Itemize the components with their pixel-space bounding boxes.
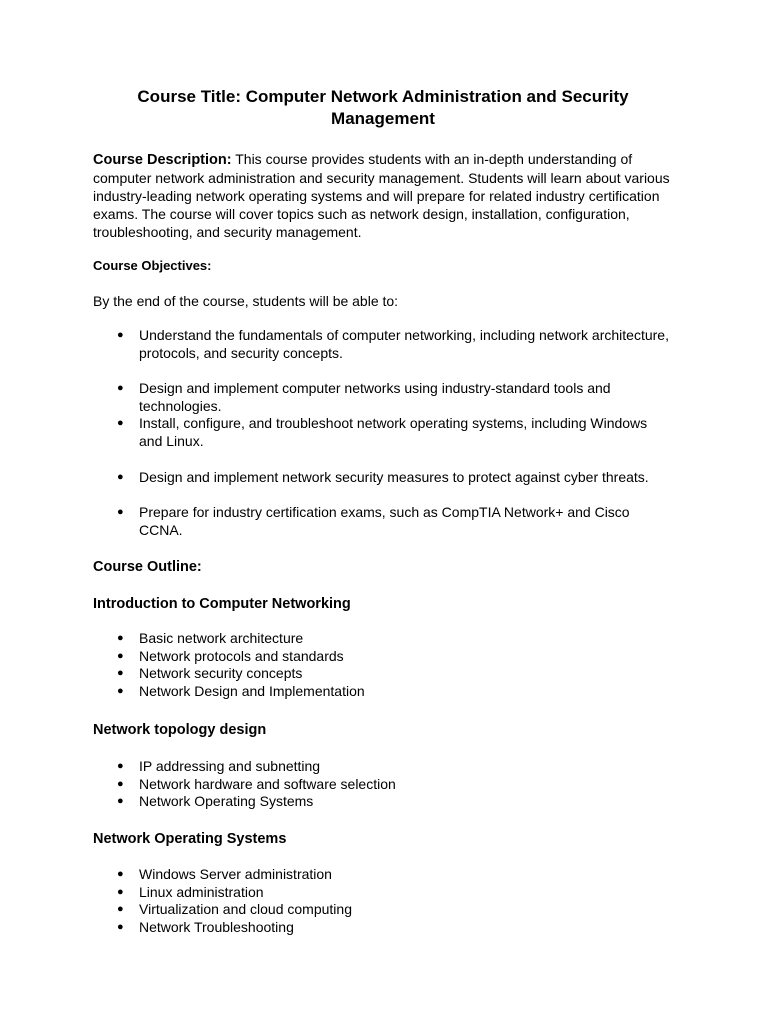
bullet-icon: ● (117, 329, 124, 341)
course-description-label: Course Description: (93, 152, 232, 168)
list-item (93, 415, 673, 450)
objective-text: Design and implement computer networks using industry-standard tools and technologies. (139, 380, 611, 414)
bullet-icon: ● (117, 777, 124, 790)
bullet-icon: ● (117, 471, 124, 483)
list-item (93, 648, 673, 666)
list-item (93, 380, 673, 415)
objective-text: Install, configure, and troubleshoot network operating systems, including Windows and Linux. (139, 415, 648, 450)
list-item (93, 919, 673, 937)
bullet-icon: ● (117, 417, 124, 430)
section-heading: Network topology design (93, 722, 267, 738)
bullet-icon: ● (117, 868, 124, 880)
item-text: Network Operating Systems (139, 793, 314, 810)
list-item (93, 793, 673, 811)
list-item (93, 758, 673, 776)
bullet-icon: ● (117, 685, 124, 698)
item-text: Network Troubleshooting (139, 919, 294, 936)
objective-text: Prepare for industry certification exams, such as CompTIA Network+ and Cisco CCNA. (139, 504, 630, 538)
course-description (93, 150, 673, 241)
list-item (93, 327, 673, 362)
list-item (93, 884, 673, 902)
list-item (93, 469, 673, 487)
list-item (93, 683, 673, 701)
objective-text: Understand the fundamentals of computer networking, including network architecture, protocols, and security concepts. (139, 327, 669, 361)
list-item (93, 665, 673, 683)
list-item (93, 866, 673, 884)
section-heading: Introduction to Computer Networking (93, 596, 351, 612)
item-text: Linux administration (139, 883, 264, 900)
section-list (93, 630, 673, 701)
course-title: Course Title: Computer Network Administration and Security Management (137, 87, 629, 128)
item-text: Network protocols and standards (139, 647, 344, 664)
bullet-icon: ● (117, 632, 124, 644)
item-text: Windows Server administration (139, 866, 332, 882)
objectives-heading: Course Objectives: (93, 258, 212, 273)
objectives-list (93, 380, 673, 451)
item-text: Network security concepts (139, 665, 303, 682)
list-item (93, 776, 673, 794)
item-text: Basic network architecture (139, 630, 304, 646)
objectives-list (93, 469, 673, 487)
objectives-intro: By the end of the course, students will be able to: (93, 293, 399, 309)
section-heading: Network Operating Systems (93, 831, 287, 847)
bullet-icon: ● (117, 921, 124, 934)
bullet-icon: ● (117, 903, 124, 916)
bullet-icon: ● (117, 885, 124, 898)
list-item (93, 901, 673, 919)
bullet-icon: ● (117, 382, 124, 394)
course-description-text: This course provides students with an in-depth understanding of computer network administration and security management. Students will learn about various industry-leading network operating systems and will prepare for related industry certification exams. The course will cover topics such as network design, installation, configuration, troubleshooting, and security management. (93, 151, 670, 240)
item-text: Network hardware and software selection (139, 775, 396, 792)
bullet-icon: ● (117, 649, 124, 662)
bullet-icon: ● (117, 506, 124, 518)
section-list (93, 866, 673, 937)
item-text: IP addressing and subnetting (139, 758, 321, 774)
objectives-list (93, 504, 673, 539)
bullet-icon: ● (117, 795, 124, 808)
item-text: Virtualization and cloud computing (139, 901, 352, 918)
objective-text: Design and implement network security measures to protect against cyber threats. (139, 469, 649, 485)
section-list (93, 758, 673, 811)
bullet-icon: ● (117, 667, 124, 680)
list-item (93, 630, 673, 648)
list-item (93, 504, 673, 539)
item-text: Network Design and Implementation (139, 683, 365, 700)
objectives-list (93, 327, 673, 362)
outline-heading: Course Outline: (93, 559, 202, 575)
bullet-icon: ● (117, 760, 124, 772)
